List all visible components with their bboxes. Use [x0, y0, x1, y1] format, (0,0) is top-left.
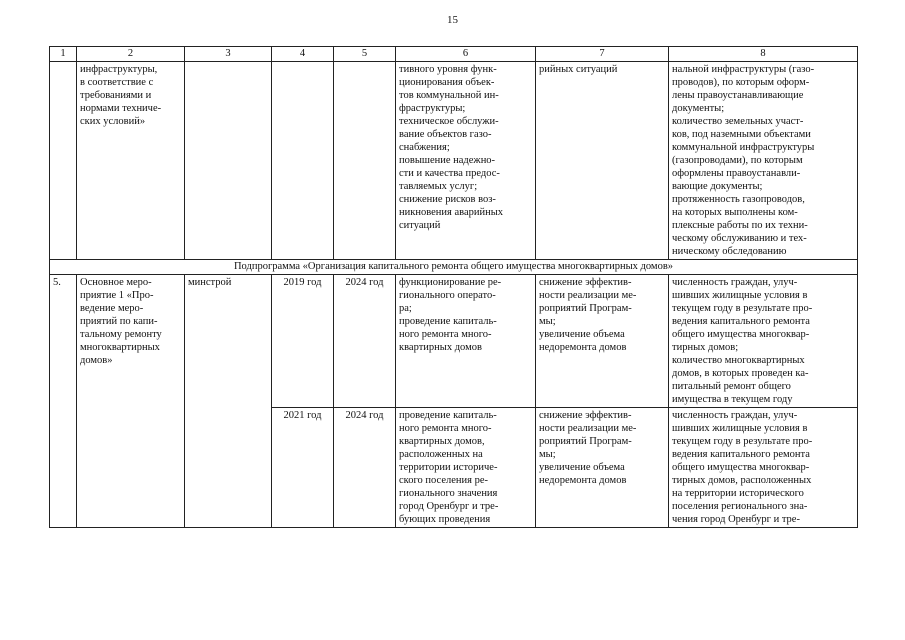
- cell-number: 5.: [50, 275, 77, 528]
- table-row: [50, 275, 858, 408]
- cell-consequences: снижение эффектив- ности реализации ме- роприятий Програм- мы; увеличение объема недоремонта домов: [536, 275, 669, 408]
- cell-end: [334, 62, 396, 260]
- cell-expected-result: функционирование ре- гионального операто- ра; проведение капиталь- ного ремонта много- квартирных домов: [396, 275, 536, 408]
- cell-number: [50, 62, 77, 260]
- cell-start: [272, 62, 334, 260]
- cell-measure-name: инфраструктуры, в соответствие с требованиями и нормами техниче- ских условий»: [77, 62, 185, 260]
- column-header: 4: [272, 47, 334, 62]
- column-header-row: [50, 47, 858, 62]
- cell-expected-result: проведение капиталь- ного ремонта много- квартирных домов, расположенных на территории историче- ского поселения ре- гионального значения город Оренбург и тре- бующих проведения: [396, 408, 536, 528]
- column-header: 6: [396, 47, 536, 62]
- subprogram-title: Подпрограмма «Организация капитального ремонта общего имущества многоквартирных домов»: [50, 260, 858, 275]
- cell-indicators: нальной инфраструктуры (газо- проводов), по которым оформ- лены правоустанавливающие документы; количество земельных участ- ков, под наземными объектами коммунальной инфраструктуры (газопроводами), по которым оформлены правоустанавли- вающие документы; протяженность газопроводов, на которых выполнены ком- плексные работы по их техни- ческому обслуживанию и тех- ническому обследованию: [669, 62, 858, 260]
- cell-end: 2024 год: [334, 275, 396, 408]
- cell-consequences: рийных ситуаций: [536, 62, 669, 260]
- cell-measure-name: Основное меро- приятие 1 «Про- ведение меро- приятий по капи- тальному ремонту многоквартирных домов»: [77, 275, 185, 528]
- cell-end: 2024 год: [334, 408, 396, 528]
- column-header: 7: [536, 47, 669, 62]
- page-number: 15: [447, 14, 458, 26]
- cell-executor: [185, 62, 272, 260]
- cell-executor: минстрой: [185, 275, 272, 528]
- column-header: 5: [334, 47, 396, 62]
- cell-start: 2019 год: [272, 275, 334, 408]
- cell-indicators: численность граждан, улуч- шивших жилищные условия в текущем году в результате про- ведения капитального ремонта общего имущества многоквар- тирных домов, расположенных на территории исторического поселения регионального зна- чения город Оренбург и тре-: [669, 408, 858, 528]
- column-header: 2: [77, 47, 185, 62]
- column-header: 8: [669, 47, 858, 62]
- column-header: 3: [185, 47, 272, 62]
- table-row: [50, 62, 858, 260]
- cell-expected-result: тивного уровня функ- ционирования объек- тов коммунальной ин- фраструктуры; техническое обслужи- вание объектов газо- снабжения; повышение надежно- сти и качества предос- тавляемых услуг; снижение рисков воз- никновения аварийных ситуаций: [396, 62, 536, 260]
- cell-consequences: снижение эффектив- ности реализации ме- роприятий Програм- мы; увеличение объема недоремонта домов: [536, 408, 669, 528]
- cell-start: 2021 год: [272, 408, 334, 528]
- cell-indicators: численность граждан, улуч- шивших жилищные условия в текущем году в результате про- ведения капитального ремонта общего имущества многоквар- тирных домов; количество многоквартирных домов, в которых проведен ка- питальный ремонт общего имущества в текущем году: [669, 275, 858, 408]
- measures-table: [49, 46, 858, 528]
- column-header: 1: [50, 47, 77, 62]
- subprogram-row: [50, 260, 858, 275]
